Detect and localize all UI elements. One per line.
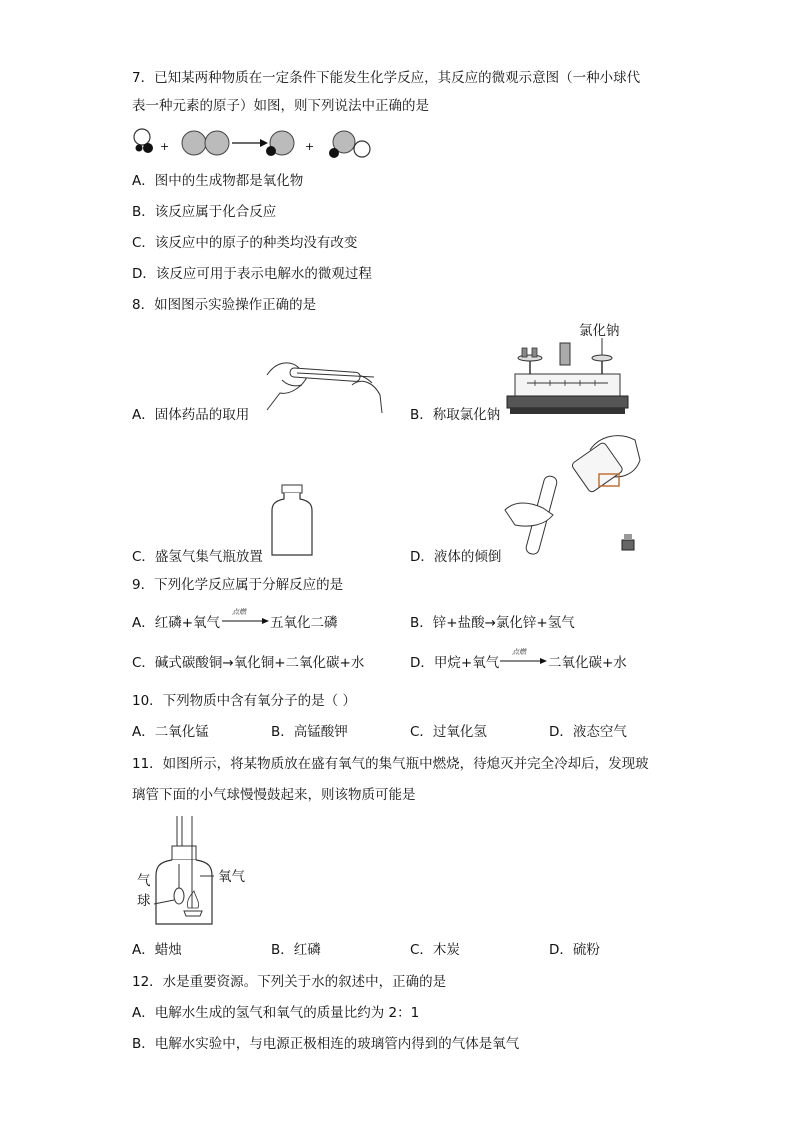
q11-stem-line1: 11．如图所示，将某物质放在盛有氧气的集气瓶中燃烧，待熄灭并完全冷却后，发现玻 (132, 756, 649, 772)
q7-option-d: D．该反应可用于表示电解水的微观过程 (132, 266, 372, 282)
q10-option-c: C．过氧化氢 (410, 724, 487, 740)
q7-option-b: B．该反应属于化合反应 (132, 204, 277, 220)
q8-option-d: D．液体的倾倒 (410, 549, 502, 565)
q11-label-qi: 气 (137, 873, 151, 889)
q10-option-d: D．液态空气 (549, 724, 627, 740)
q11-option-a: A．蜡烛 (132, 942, 182, 958)
q9-option-a-arrow (222, 617, 270, 625)
q8-option-a: A．固体药品的取用 (132, 407, 250, 423)
q10-option-a: A．二氧化锰 (132, 724, 209, 740)
q8-option-b: B．称取氯化钠 (410, 407, 501, 423)
balance-image (505, 338, 630, 418)
q9-option-a-condition: 点燃 (232, 608, 246, 616)
q7-option-c: C．该反应中的原子的种类均没有改变 (132, 235, 358, 251)
q11-option-c: C．木炭 (410, 942, 460, 958)
gas-bottle-image (270, 485, 315, 557)
q9-stem: 9．下列化学反应属于分解反应的是 (132, 577, 344, 593)
q8-stem: 8．如图图示实验操作正确的是 (132, 297, 317, 313)
q12-option-b: B．电解水实验中，与电源正极相连的玻璃管内得到的气体是氧气 (132, 1036, 520, 1052)
q11-option-d: D．硫粉 (549, 942, 600, 958)
q9-option-d-arrow (500, 657, 548, 665)
q12-option-a: A．电解水生成的氢气和氧气的质量比约为 2：1 (132, 1005, 420, 1021)
liquid-pouring-image (505, 430, 645, 558)
balance-label: 氯化钠 (579, 323, 620, 339)
q11-option-b: B．红磷 (271, 942, 321, 958)
q7-reaction-diagram (132, 125, 382, 165)
q7-plus-1: + (160, 140, 170, 153)
q10-stem: 10．下列物质中含有氧分子的是（ ） (132, 693, 356, 709)
q9-option-b: B．锌+盐酸→氯化锌+氢气 (410, 615, 575, 631)
q7-stem-line1: 7．已知某两种物质在一定条件下能发生化学反应，其反应的微观示意图（一种小球代 (132, 70, 641, 86)
tube-handling-image (262, 355, 384, 417)
q11-stem-line2: 璃管下面的小气球慢慢鼓起来，则该物质可能是 (132, 787, 416, 803)
q7-plus-2: + (305, 140, 315, 153)
q9-option-d-condition: 点燃 (512, 648, 526, 656)
q9-option-d-right: 二氧化碳+水 (548, 655, 627, 671)
q9-option-a-left: A．红磷+氧气 (132, 615, 221, 631)
q8-option-c: C．盛氢气集气瓶放置 (132, 549, 263, 565)
q11-label-qiu: 球 (137, 893, 151, 909)
q9-option-c: C．碱式碳酸铜→氧化铜+二氧化碳+水 (132, 655, 365, 671)
q12-stem: 12．水是重要资源。下列关于水的叙述中，正确的是 (132, 974, 447, 990)
q7-stem-line2: 表一种元素的原子）如图，则下列说法中正确的是 (132, 98, 429, 114)
q9-option-d-left: D．甲烷+氧气 (410, 655, 500, 671)
q9-option-a-right: 五氧化二磷 (270, 615, 338, 631)
q10-option-b: B．高锰酸钾 (271, 724, 348, 740)
q11-label-oxygen: 氧气 (218, 869, 245, 885)
q7-option-a: A．图中的生成物都是氧化物 (132, 173, 304, 189)
